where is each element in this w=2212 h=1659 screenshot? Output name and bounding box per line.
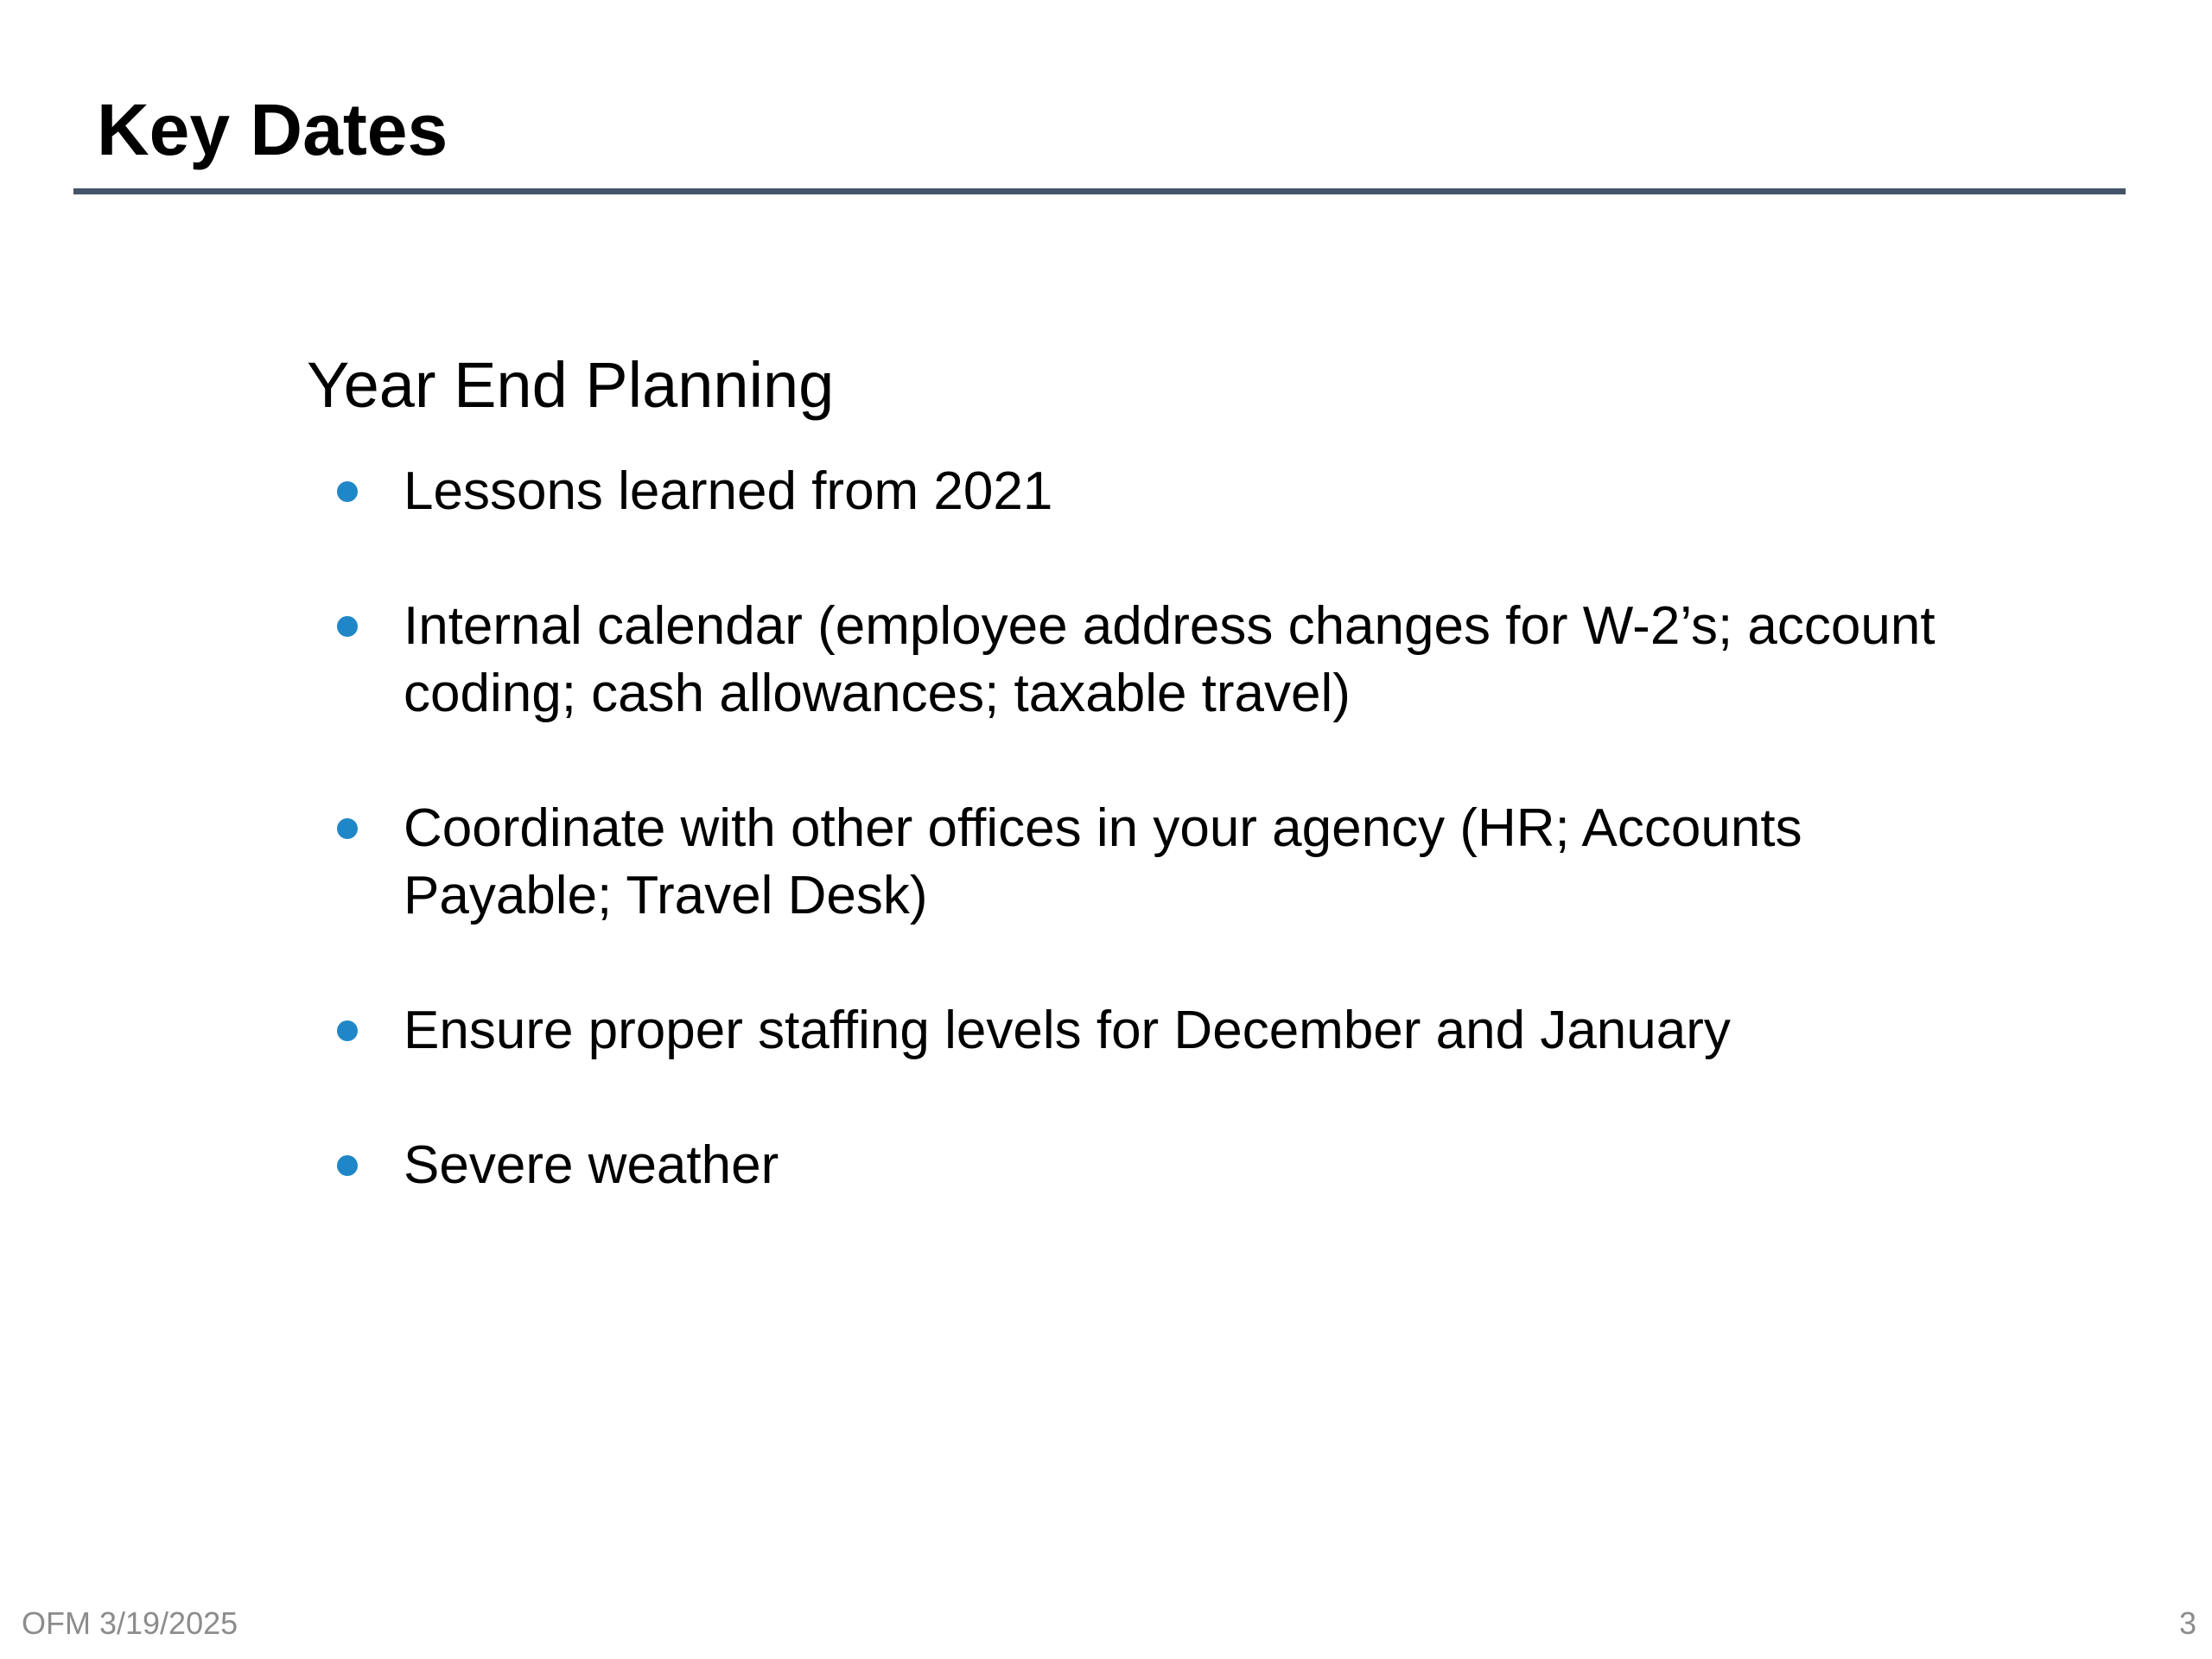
footer-date: OFM 3/19/2025 [22,1605,238,1641]
list-item-text: Coordinate with other offices in your agency (HR; Accounts Payable; Travel Desk) [404,798,1802,925]
title-divider [73,188,2126,194]
list-item-text: Ensure proper staffing levels for December and January [404,1001,1731,1060]
slide-title: Key Dates [97,89,448,170]
list-item [337,997,1979,1065]
section-heading: Year End Planning [307,349,835,421]
list-item-text: Severe weather [404,1135,779,1195]
page-number: 3 [2178,1605,2196,1641]
bullet-dot-icon [337,1155,358,1176]
list-item-text: Lessons learned from 2021 [404,461,1053,521]
list-item [337,795,1979,930]
bullet-dot-icon [337,481,358,502]
bullet-list [337,458,1979,1267]
bullet-dot-icon [337,818,358,839]
list-item [337,1132,1979,1199]
list-item [337,458,1979,525]
list-item [337,593,1979,728]
list-item-text: Internal calendar (employee address changes for W-2’s; account coding; cash allowances; taxable travel) [404,596,1936,723]
bullet-dot-icon [337,1020,358,1041]
bullet-dot-icon [337,616,358,637]
